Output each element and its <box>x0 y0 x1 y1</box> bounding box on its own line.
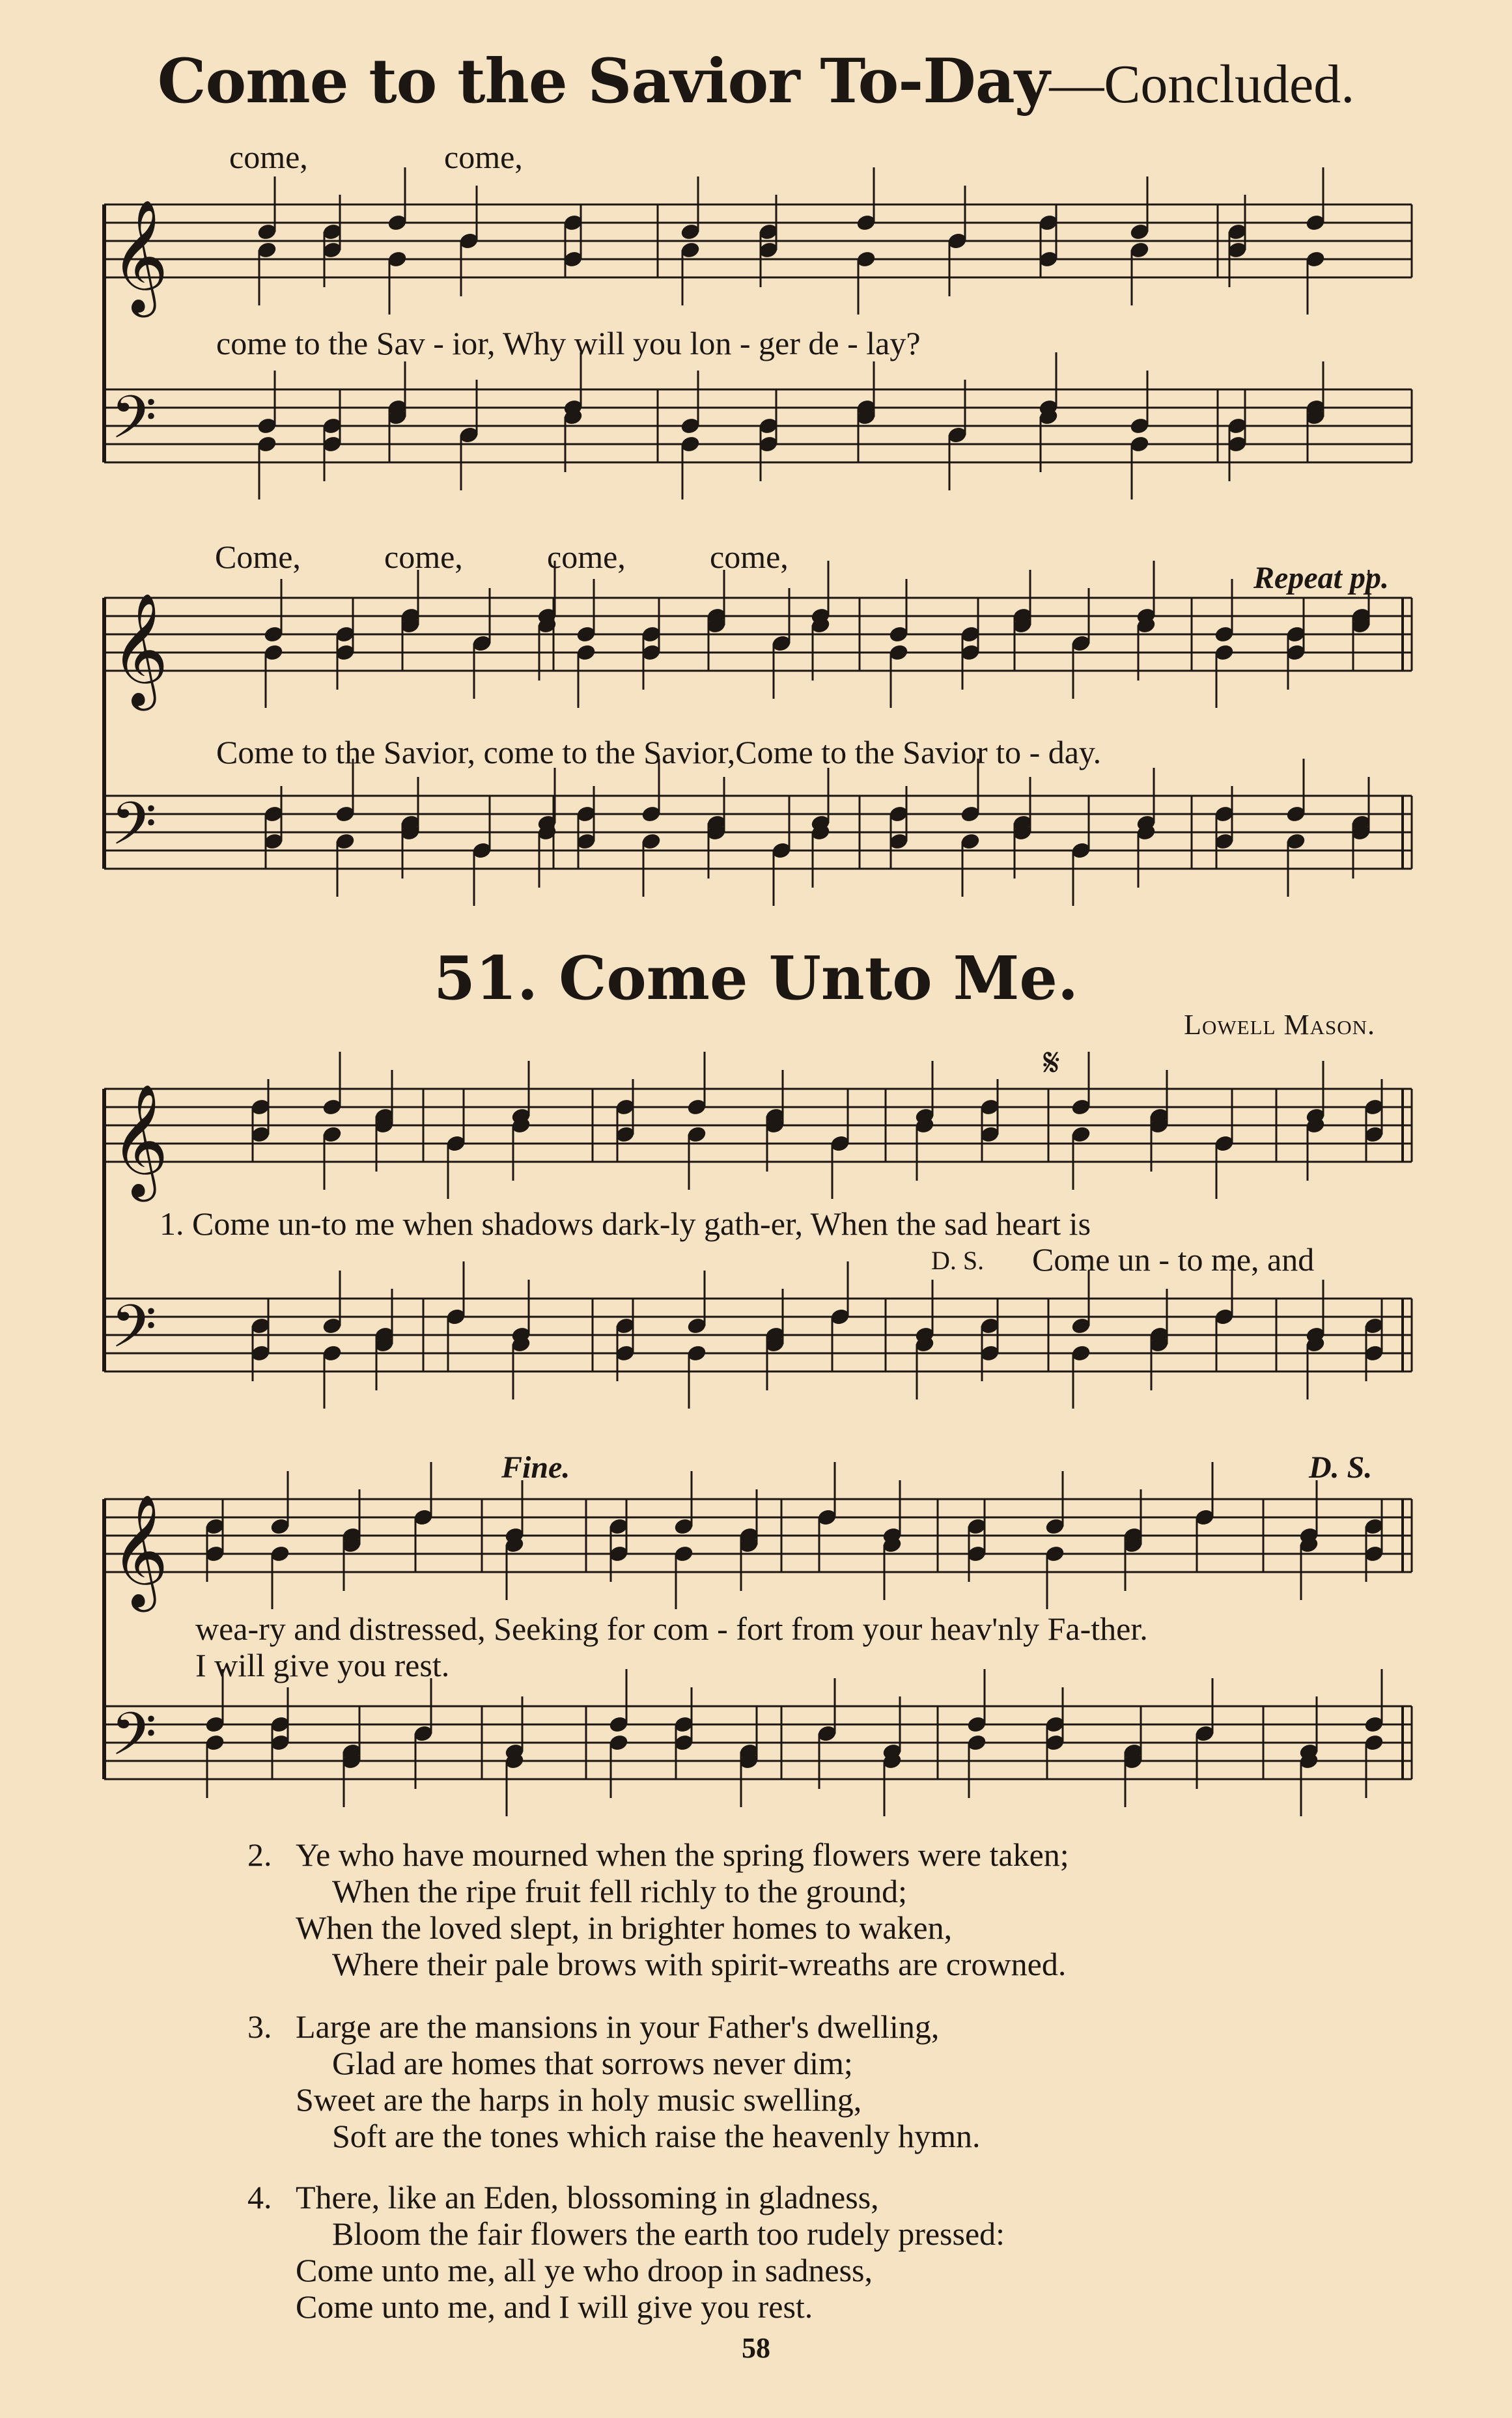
verse-number: 4. <box>247 2179 272 2215</box>
verse-line: When the loved slept, in brighter homes to waken, <box>296 1909 953 1946</box>
verse-line: Come unto me, and I will give you rest. <box>296 2288 813 2325</box>
verse-number: 3. <box>247 2008 272 2045</box>
verse-line: Come unto me, all ye who droop in sadness, <box>296 2252 873 2288</box>
lyrics-system-1: come to the Sav - ior, Why will you lon - ger de - lay? <box>216 325 921 361</box>
lyrics-system-2: Come to the Savior, come to the Savior,Come to the Savior to - day. <box>216 734 1102 770</box>
verse-3 <box>247 2008 981 2154</box>
verse-line: Ye who have mourned when the spring flowers were taken; <box>296 1836 1069 1873</box>
svg-text:𝄞: 𝄞 <box>111 593 169 706</box>
verse-line: Where their pale brows with spirit-wreaths are crowned. <box>332 1946 1067 1982</box>
lyrics-system-3-ds: Come un - to me, and <box>1032 1241 1315 1278</box>
verse-line: There, like an Eden, blossoming in gladness, <box>296 2179 879 2215</box>
hymn-number: 51. <box>434 943 539 1013</box>
verse-line: When the ripe fruit fell richly to the ground; <box>332 1873 908 1909</box>
svg-text:𝄢: 𝄢 <box>111 1700 157 1783</box>
svg-text:𝄢: 𝄢 <box>111 789 157 873</box>
ds-marking: D. S. <box>1309 1450 1373 1485</box>
title-main: Come to the Savior To-Day <box>157 46 1050 117</box>
verse-4 <box>247 2179 1005 2325</box>
above-word-come-4: come, <box>710 539 789 575</box>
svg-text:𝄞: 𝄞 <box>111 1494 169 1607</box>
svg-text:𝄞: 𝄞 <box>111 1084 169 1197</box>
segno-sign: 𝄋 <box>1043 1041 1060 1084</box>
svg-text:𝄢: 𝄢 <box>111 1292 157 1375</box>
verse-line: Glad are homes that sorrows never dim; <box>332 2045 853 2081</box>
title-suffix: —Concluded. <box>1049 54 1355 115</box>
verse-number: 2. <box>247 1836 272 1873</box>
verse-line: Soft are the tones which raise the heavenly hymn. <box>332 2118 981 2154</box>
repeat-marking: Repeat pp. <box>1253 561 1389 595</box>
above-word-come-1: Come, <box>215 539 301 575</box>
lyrics-system-4-refrain: I will give you rest. <box>195 1647 450 1683</box>
page-number: 58 <box>742 2332 770 2364</box>
above-word-1: come, <box>229 139 308 175</box>
lyrics-system-3-verse: 1. Come un-to me when shadows dark-ly gath-er, When the sad heart is <box>160 1205 1091 1242</box>
hymn-title-text: Come Unto Me. <box>559 943 1078 1013</box>
above-word-come-2: come, <box>384 539 463 575</box>
fine-marking: Fine. <box>501 1450 570 1485</box>
above-word-2: come, <box>444 139 523 175</box>
verse-line: Large are the mansions in your Father's dwelling, <box>296 2008 940 2045</box>
above-word-come-3: come, <box>547 539 626 575</box>
composer-name: Lowell Mason. <box>1184 1009 1375 1041</box>
lyrics-system-4-verse: wea-ry and distressed, Seeking for com - fort from your heav'nly Fa-ther. <box>195 1610 1148 1647</box>
svg-text:𝄞: 𝄞 <box>111 199 169 313</box>
verse-2 <box>247 1836 1069 1982</box>
verse-line: Sweet are the harps in holy music swelling, <box>296 2081 862 2118</box>
verse-line: Bloom the fair flowers the earth too rudely pressed: <box>332 2215 1005 2252</box>
svg-text:𝄢: 𝄢 <box>111 383 157 466</box>
ds-label: D. S. <box>931 1246 985 1275</box>
